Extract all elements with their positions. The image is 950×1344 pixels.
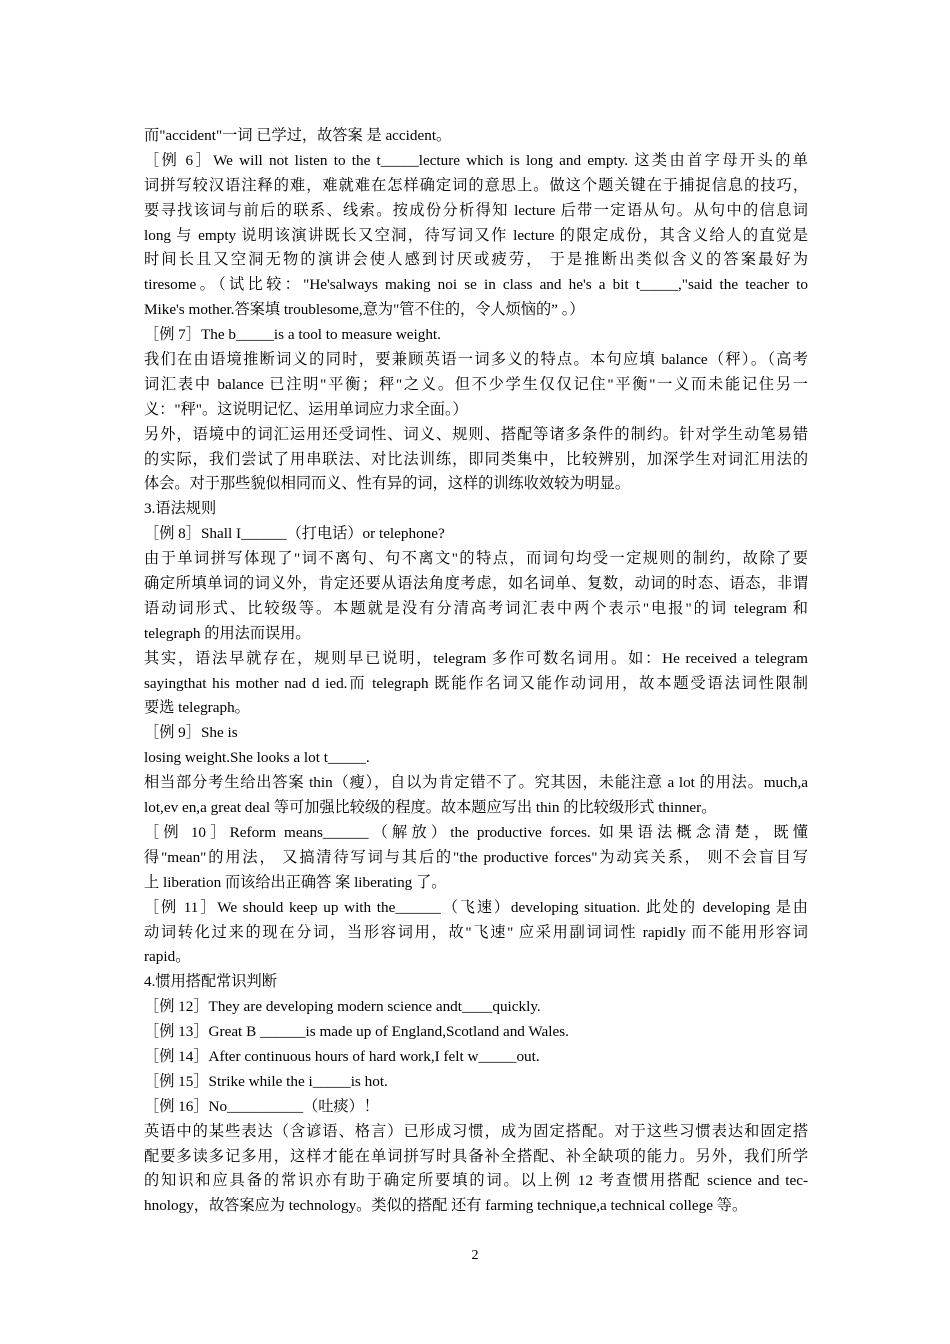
text-line: ［例 10］Reform means______（解放）the productive forces. 如果语法概念清楚，既懂 [144, 823, 808, 841]
text-line: 由于单词拼写体现了"词不离句、句不离文"的特点，而词句均受一定规则的制约，故除了要 [144, 550, 808, 568]
text-line: ［例 15］Strike while the i_____is hot. [144, 1072, 388, 1090]
text-line: 英语中的某些表达（含谚语、格言）已形成习惯，成为固定搭配。对于这些习惯表达和固定搭 [144, 1122, 808, 1140]
text-line: sayingthat his mother nad d ied.而 telegraph 既能作名词又能作动词用，故本题受语法词性限制 [144, 674, 808, 692]
text-line: 语动词形式、比较级等。本题就是没有分清高考词汇表中两个表示"电报"的词 telegram 和 [144, 599, 808, 617]
text-line: 我们在由语境推断词义的同时，要兼顾英语一词多义的特点。本句应填 balance（秤）。（高考 [144, 351, 808, 369]
text-line: rapid。 [144, 948, 191, 966]
text-line: 词汇表中 balance 已注明"平衡；秤"之义。但不少学生仅仅记住"平衡"一义而未能记住另一 [144, 375, 808, 393]
text-line: 体会。对于那些貌似相同而义、性有异的词，这样的训练收效较为明显。 [144, 475, 630, 493]
text-line: 要选 telegraph。 [144, 699, 250, 717]
text-line: 的实际，我们尝试了用串联法、对比法训练，即同类集中，比较辨别，加深学生对词汇用法的 [144, 450, 808, 468]
text-line: 时间长且又空洞无物的演讲会使人感到讨厌或疲劳， 于是推断出类似含义的答案最好为 [144, 251, 808, 269]
text-line: ［例 8］Shall I______（打电话）or telephone? [144, 525, 445, 543]
text-line: ［例 12］They are developing modern science andt____quickly. [144, 998, 541, 1016]
text-line: tiresome。（试比较："He'salways making noi se in class and he's a bit t_____,"said the teacher to [144, 276, 808, 294]
text-line: 得"mean"的用法， 又搞清待写词与其后的"the productive forces"为动宾关系， 则不会盲目写 [144, 848, 808, 866]
text-line: 而"accident"一词 已学过，故答案 是 accident。 [144, 127, 452, 144]
text-line: 上 liberation 而该给出正确答 案 liberating 了。 [144, 873, 447, 891]
text-line: 其实，语法早就存在，规则早已说明，telegram 多作可数名词用。如：He received a telegram [144, 649, 808, 667]
text-line: 3.语法规则 [144, 500, 217, 518]
text-line: long 与 empty 说明该演讲既长又空洞，待写词又作 lecture 的限定成份，其含义给人的直觉是 [144, 226, 808, 244]
page-number: 2 [471, 1248, 479, 1263]
text-line: 动词转化过来的现在分词，当形容词用，故"飞速" 应采用副词词性 rapidly 而不能用形容词 [144, 923, 808, 941]
document-body [144, 124, 808, 1219]
text-line: ［例 6］We will not listen to the t_____lecture which is long and empty. 这类由首字母开头的单 [144, 151, 808, 169]
text-line: losing weight.She looks a lot t_____. [144, 749, 370, 767]
text-line: ［例 16］No__________（吐痰）！ [144, 1097, 379, 1115]
text-line: 相当部分考生给出答案 thin（瘦），自以为肯定错不了。究其因，未能注意 a lot 的用法。much,a [144, 774, 808, 792]
text-line: 义："秤"。这说明记忆、运用单词应力求全面。） [144, 400, 468, 418]
text-line: ［例 7］The b_____is a tool to measure weight. [144, 326, 441, 344]
text-line: 词拼写较汉语注释的难，难就难在怎样确定词的意思上。做这个题关键在于捕捉信息的技巧， [144, 176, 808, 194]
text-line: 4.惯用搭配常识判断 [144, 973, 277, 991]
text-line: ［例 11］We should keep up with the______（飞速）developing situation. 此处的 developing 是由 [144, 898, 808, 916]
text-line: lot,ev en,a great deal 等可加强比较级的程度。故本题应写出 thin 的比较级形式 thinner。 [144, 799, 717, 817]
text-line: 要寻找该词与前后的联系、线索。按成份分析得知 lecture 后带一定语从句。从句中的信息词 [144, 201, 808, 219]
text-line: ［例 9］She is [144, 724, 238, 742]
text-line: 确定所填单词的词义外，肯定还要从语法角度考虑，如名词单、复数，动词的时态、语态，非谓 [144, 575, 808, 593]
text-line: ［例 14］After continuous hours of hard work,I felt w_____out. [144, 1047, 540, 1065]
text-line: 的知识和应具备的常识亦有助于确定所要填的词。以上例 12 考查惯用搭配 science and tec- [144, 1172, 808, 1190]
text-line: 另外，语境中的词汇运用还受词性、词义、规则、搭配等诸多条件的制约。针对学生动笔易错 [144, 425, 808, 443]
text-line: telegraph 的用法而误用。 [144, 624, 311, 642]
text-line: 配要多读多记多用，这样才能在单词拼写时具备补全搭配、补全缺项的能力。另外，我们所学 [144, 1147, 808, 1165]
text-line: hnology，故答案应为 technology。类似的搭配 还有 farming technique,a technical college 等。 [144, 1197, 748, 1215]
text-line: ［例 13］Great B ______is made up of England,Scotland and Wales. [144, 1023, 569, 1041]
text-line: Mike's mother.答案填 troublesome,意为"管不住的，令人烦恼的” 。） [144, 301, 585, 319]
